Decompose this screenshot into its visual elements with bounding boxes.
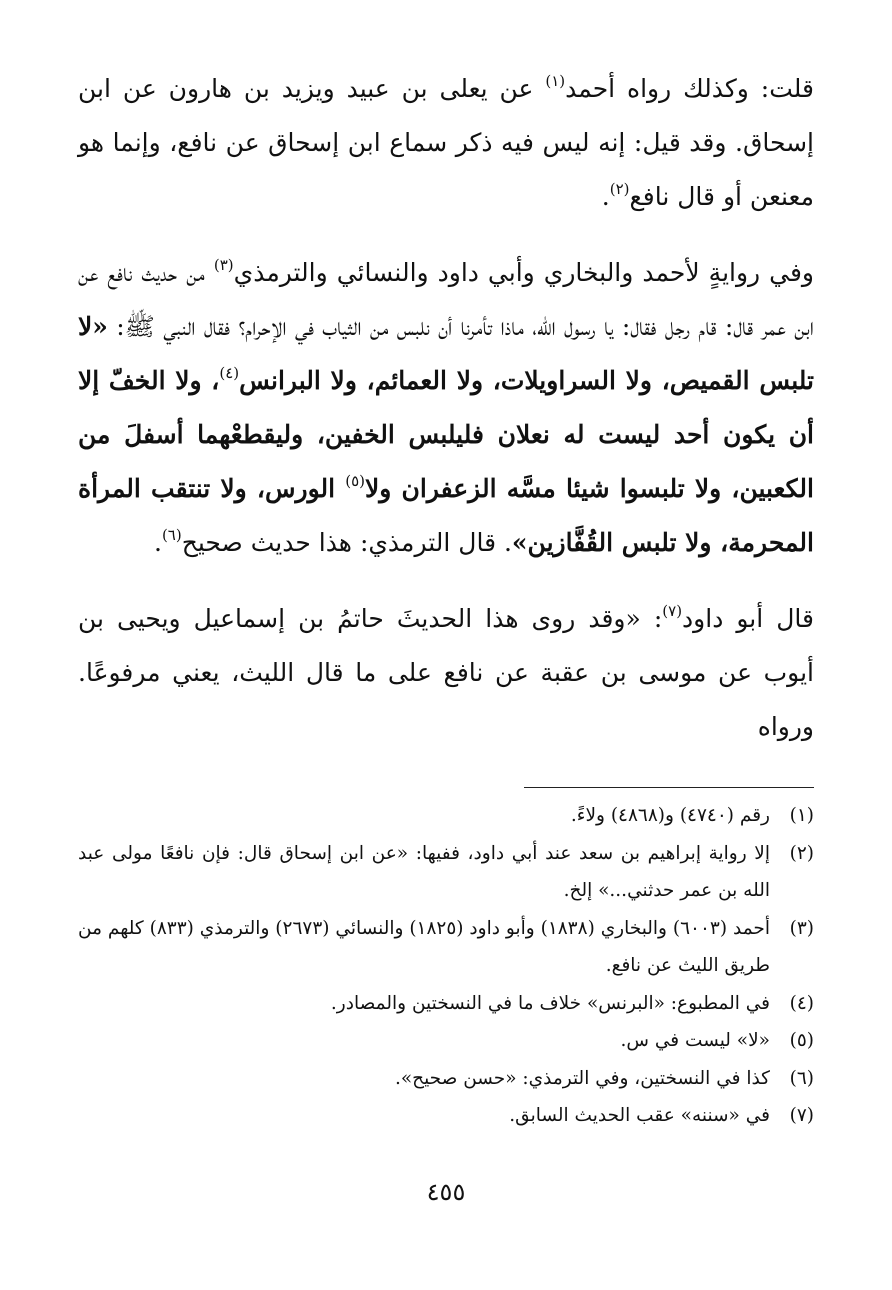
- footnote-ref-4[interactable]: (٤): [219, 363, 240, 382]
- footnote-number: (٧): [789, 1105, 814, 1126]
- footnote-divider: [524, 787, 814, 788]
- footnote-text: إلا رواية إبراهيم بن سعد عند أبي داود، ففيها: «عن ابن إسحاق قال: فإن نافعًا مولى عبد الله بن عمر حدثني...» إلخ.: [78, 842, 770, 901]
- footnotes: [78, 797, 814, 1135]
- paragraph-1: [78, 62, 814, 224]
- footnote-text: في المطبوع: «البرنس» خلاف ما في النسختين والمصادر.: [330, 992, 770, 1014]
- text-run: من حديث نافع عن ابن عمر قال: قام رجل فقال: يا رسول الله، ماذا تأمرنا أن نلبس من الثياب في الإحرام؟ فقال النبي ﷺ:: [78, 258, 814, 341]
- footnote-4: [78, 985, 814, 1023]
- footnote-text: رقم (٤٧٤٠) و(٤٨٦٨) ولاءً.: [570, 805, 770, 826]
- footnote-number: (٣): [789, 917, 814, 939]
- text-run: . قال الترمذي: هذا حديث صحيح: [181, 528, 512, 557]
- paragraph-3: [78, 592, 814, 754]
- text-run: : «وقد روى هذا الحديثَ حاتمُ بن إسماعيل ويحيى بن أيوب عن موسى بن عقبة عن نافع على ما قال الليث، يعني مرفوعًا. ورواه: [78, 604, 814, 741]
- footnote-ref-6[interactable]: (٦): [161, 525, 182, 544]
- footnote-text: كذا في النسختين، وفي الترمذي: «حسن صحيح».: [394, 1067, 770, 1089]
- footnote-ref-1[interactable]: (١): [545, 71, 566, 90]
- main-text: [78, 62, 814, 754]
- hadith-quote: «لا تلبس القميص، ولا السراويلات، ولا العمائم، ولا البرانس: [78, 312, 814, 395]
- footnote-text: «لا» ليست في س.: [620, 1030, 770, 1051]
- footnote-number: (٥): [789, 1030, 814, 1051]
- footnote-7: [78, 1097, 814, 1135]
- footnote-5: [78, 1022, 814, 1060]
- paragraph-2: [78, 246, 814, 570]
- footnote-ref-7[interactable]: (٧): [662, 601, 683, 620]
- footnote-number: (٦): [789, 1067, 814, 1089]
- footnote-ref-3[interactable]: (٣): [213, 255, 234, 274]
- footnote-1: [78, 797, 814, 835]
- footnote-number: (٤): [789, 992, 814, 1014]
- footnote-number: (١): [789, 805, 814, 826]
- footnote-ref-2[interactable]: (٢): [609, 179, 630, 198]
- text-run: عن يعلى بن عبيد ويزيد بن هارون عن ابن إسحاق. وقد قيل: إنه ليس فيه ذكر سماع ابن إسحاق عن نافع، وإنما هو معنعن أو قال نافع: [78, 74, 814, 211]
- footnote-6: [78, 1060, 814, 1098]
- footnote-3: [78, 910, 814, 985]
- footnote-text: في «سننه» عقب الحديث السابق.: [509, 1105, 770, 1126]
- text-run: وفي روايةٍ لأحمد والبخاري وأبي داود والنسائي والترمذي: [233, 258, 814, 287]
- hadith-quote: ، ولا الخفّ إلا أن يكون أحد ليست له نعلان فليلبس الخفين، وليقطعْهما أسفلَ من الكعبين، ولا تلبسوا شيئا مسَّه الزعفران ولا: [78, 366, 814, 503]
- page-number: ٤٥٥: [426, 1178, 466, 1206]
- footnote-text: أحمد (٦٠٠٣) والبخاري (١٨٣٨) وأبو داود (١٨٢٥) والنسائي (٢٦٧٣) والترمذي (٨٣٣) كلهم من طريق الليث عن نافع.: [78, 917, 770, 976]
- footnote-number: (٢): [789, 842, 814, 864]
- footnote-ref-5[interactable]: (٥): [345, 471, 366, 490]
- hadith-quote: الورس، ولا تنتقب المرأة المحرمة، ولا تلبس القُفَّازين»: [78, 474, 814, 557]
- footnote-2: [78, 835, 814, 910]
- text-run: قال أبو داود: [682, 604, 815, 633]
- text-run: .: [153, 528, 162, 557]
- text-run: .: [601, 182, 610, 211]
- text-run: قلت: وكذلك رواه أحمد: [565, 74, 814, 103]
